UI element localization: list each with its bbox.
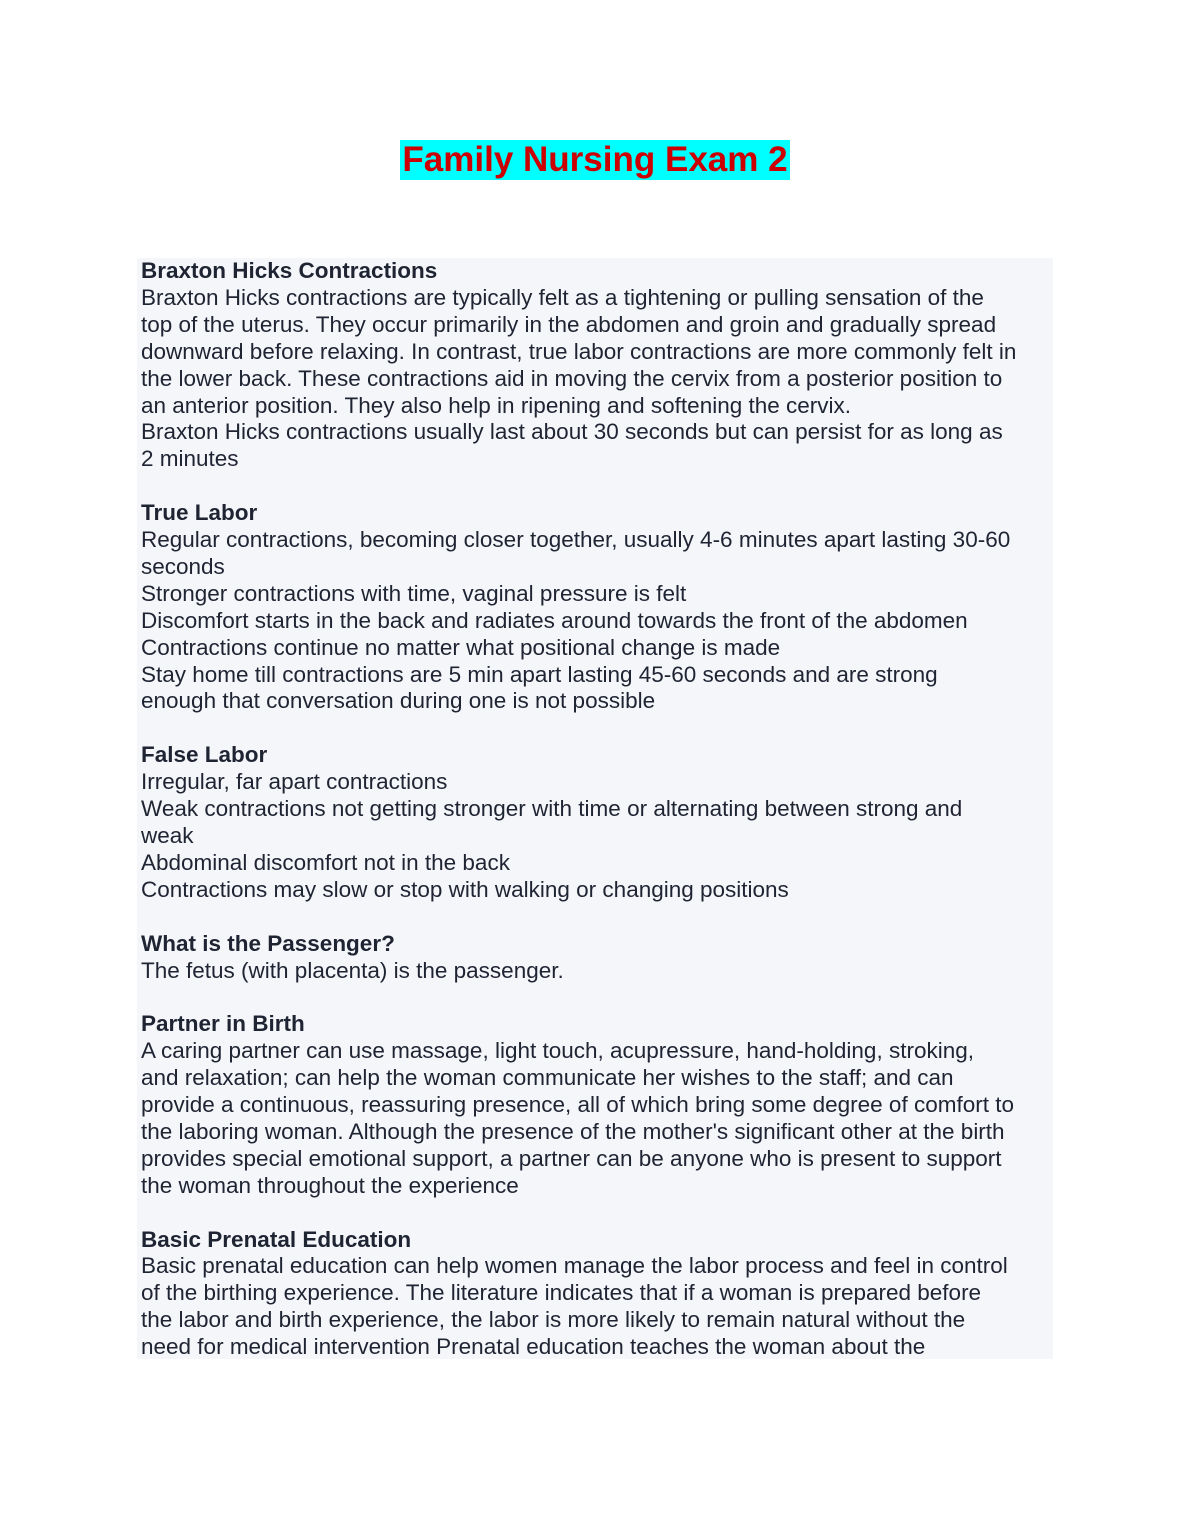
paragraph-line: enough that conversation during one is not possible bbox=[141, 688, 656, 714]
paragraph-line: Braxton Hicks contractions usually last about 30 seconds but can persist for as long as bbox=[141, 419, 1003, 445]
paragraph-line: Irregular, far apart contractions bbox=[141, 769, 448, 795]
section-heading: What is the Passenger? bbox=[141, 930, 395, 956]
paragraph-line: Contractions continue no matter what positional change is made bbox=[141, 634, 781, 660]
paragraph-line: 2 minutes bbox=[141, 446, 239, 472]
paragraph-line: Abdominal discomfort not in the back bbox=[141, 849, 510, 875]
paragraph-line: provide a continuous, reassuring presence, all of which bring some degree of comfort to bbox=[141, 1092, 1014, 1118]
section-false-labor bbox=[141, 742, 1053, 903]
paragraph-line: Braxton Hicks contractions are typically felt as a tightening or pulling sensation of the bbox=[141, 284, 984, 310]
paragraph-line: The fetus (with placenta) is the passenger. bbox=[141, 957, 564, 983]
document-title: Family Nursing Exam 2 bbox=[402, 140, 788, 179]
paragraph-line: an anterior position. They also help in ripening and softening the cervix. bbox=[141, 392, 852, 418]
paragraph-line: provides special emotional support, a partner can be anyone who is present to support bbox=[141, 1145, 1002, 1171]
section-heading: Partner in Birth bbox=[141, 1011, 305, 1037]
section-passenger bbox=[141, 931, 1053, 985]
section-heading: True Labor bbox=[141, 500, 258, 526]
section-heading: False Labor bbox=[141, 742, 268, 768]
paragraph-line: of the birthing experience. The literature indicates that if a woman is prepared before bbox=[141, 1280, 982, 1306]
paragraph-line: Stay home till contractions are 5 min apart lasting 45-60 seconds and are strong bbox=[141, 661, 938, 687]
title-container bbox=[0, 140, 1190, 180]
section-partner-in-birth bbox=[141, 1011, 1053, 1199]
paragraph-line: Stronger contractions with time, vaginal pressure is felt bbox=[141, 580, 687, 606]
paragraph-line: need for medical intervention Prenatal education teaches the woman about the bbox=[141, 1334, 926, 1359]
paragraph-line: Discomfort starts in the back and radiates around towards the front of the abdomen bbox=[141, 607, 968, 633]
paragraph-line: and relaxation; can help the woman communicate her wishes to the staff; and can bbox=[141, 1065, 954, 1091]
paragraph-line: the woman throughout the experience bbox=[141, 1172, 519, 1198]
section-true-labor bbox=[141, 500, 1053, 715]
paragraph-line: top of the uterus. They occur primarily in the abdomen and groin and gradually spread bbox=[141, 311, 997, 337]
paragraph-line: Regular contractions, becoming closer together, usually 4-6 minutes apart lasting 30-60 bbox=[141, 527, 1011, 553]
paragraph-line: Basic prenatal education can help women manage the labor process and feel in control bbox=[141, 1253, 1008, 1279]
paragraph-line: the lower back. These contractions aid in moving the cervix from a posterior position to bbox=[141, 365, 1003, 391]
paragraph-line: A caring partner can use massage, light touch, acupressure, hand-holding, stroking, bbox=[141, 1038, 974, 1064]
paragraph-line: Weak contractions not getting stronger with time or alternating between strong and bbox=[141, 796, 963, 822]
paragraph-line: seconds bbox=[141, 553, 225, 579]
paragraph-line: weak bbox=[141, 823, 194, 848]
document-body bbox=[137, 258, 1053, 1359]
paragraph-line: downward before relaxing. In contrast, true labor contractions are more commonly felt in bbox=[141, 338, 1017, 364]
paragraph-line: the laboring woman. Although the presence of the mother's significant other at the birth bbox=[141, 1118, 1005, 1144]
section-prenatal-education bbox=[141, 1227, 1053, 1359]
section-heading: Braxton Hicks Contractions bbox=[141, 258, 438, 283]
section-heading: Basic Prenatal Education bbox=[141, 1226, 412, 1252]
section-braxton-hicks bbox=[141, 258, 1053, 473]
paragraph-line: Contractions may slow or stop with walking or changing positions bbox=[141, 876, 789, 902]
paragraph-line: the labor and birth experience, the labor is more likely to remain natural without the bbox=[141, 1307, 966, 1333]
